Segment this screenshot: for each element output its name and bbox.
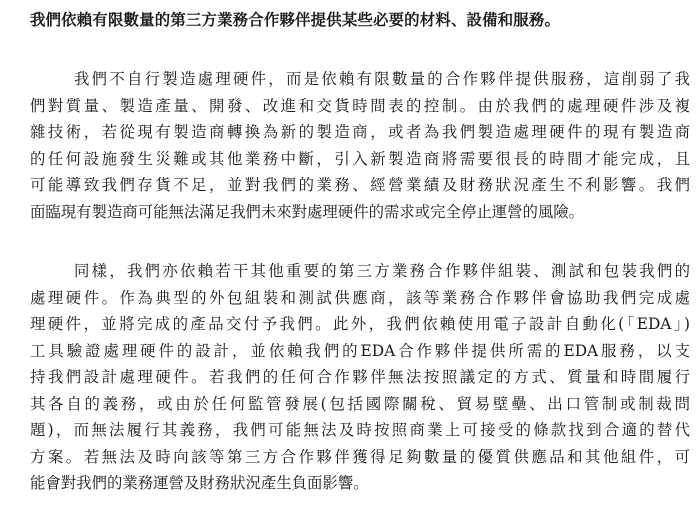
paragraph-line: 處理硬件。作為典型的外包組裝和測試供應商，該等業務合作夥伴會協助我們完成處 [30,288,690,307]
paragraph-line: 能會對我們的業務運營及財務狀況產生負面影響。 [30,474,369,492]
paragraph-line: 可能導致我們存貨不足，並對我們的業務、經營業績及財務狀況產生不利影響。我們 [30,176,690,194]
paragraph-1 [30,66,690,225]
paragraph-line: 方案。若無法及時向該等第三方合作夥伴獲得足夠數量的優質供應品和其他組件，可 [30,447,690,466]
paragraph-line: 同樣，我們亦依賴若干其他重要的第三方業務合作夥伴組裝、測試和包裝我們的 [74,262,690,280]
paragraph-line: 持我們設計處理硬件。若我們的任何合作夥伴無法按照議定的方式、質量和時間履行 [30,368,690,386]
paragraph-line: 們對質量、製造產量、開發、改進和交貨時間表的控制。由於我們的處理硬件涉及複 [30,96,690,115]
paragraph-line: 題)，而無法履行其義務，我們可能無法及時按照商業上可接受的條款找到合適的替代 [30,421,690,439]
paragraph-line: 的任何設施發生災難或其他業務中斷，引入新製造商將需要很長的時間才能完成，且 [30,149,690,168]
paragraph-line: 雜技術，若從現有製造商轉換為新的製造商，或者為我們製造處理硬件的現有製造商 [30,123,690,141]
paragraph-line: 其各自的義務，或由於任何監管發展(包括國際關稅、貿易壁壘、出口管制或制裁問 [30,394,690,413]
paragraph-line: 我們不自行製造處理硬件，而是依賴有限數量的合作夥伴提供服務，這削弱了我 [74,70,690,88]
paragraph-line: 理硬件，並將完成的產品交付予我們。此外，我們依賴使用電子設計自動化(「EDA」) [30,315,690,333]
section-heading: 我們依賴有限數量的第三方業務合作夥伴提供某些必要的材料、設備和服務。 [30,11,561,29]
paragraph-line: 工具驗證處理硬件的設計，並依賴我們的EDA合作夥伴提供所需的EDA服務，以支 [30,341,690,360]
paragraph-line: 面臨現有製造商可能無法滿足我們未來對處理硬件的需求或完全停止運營的風險。 [30,202,585,221]
paragraph-2 [30,258,690,497]
